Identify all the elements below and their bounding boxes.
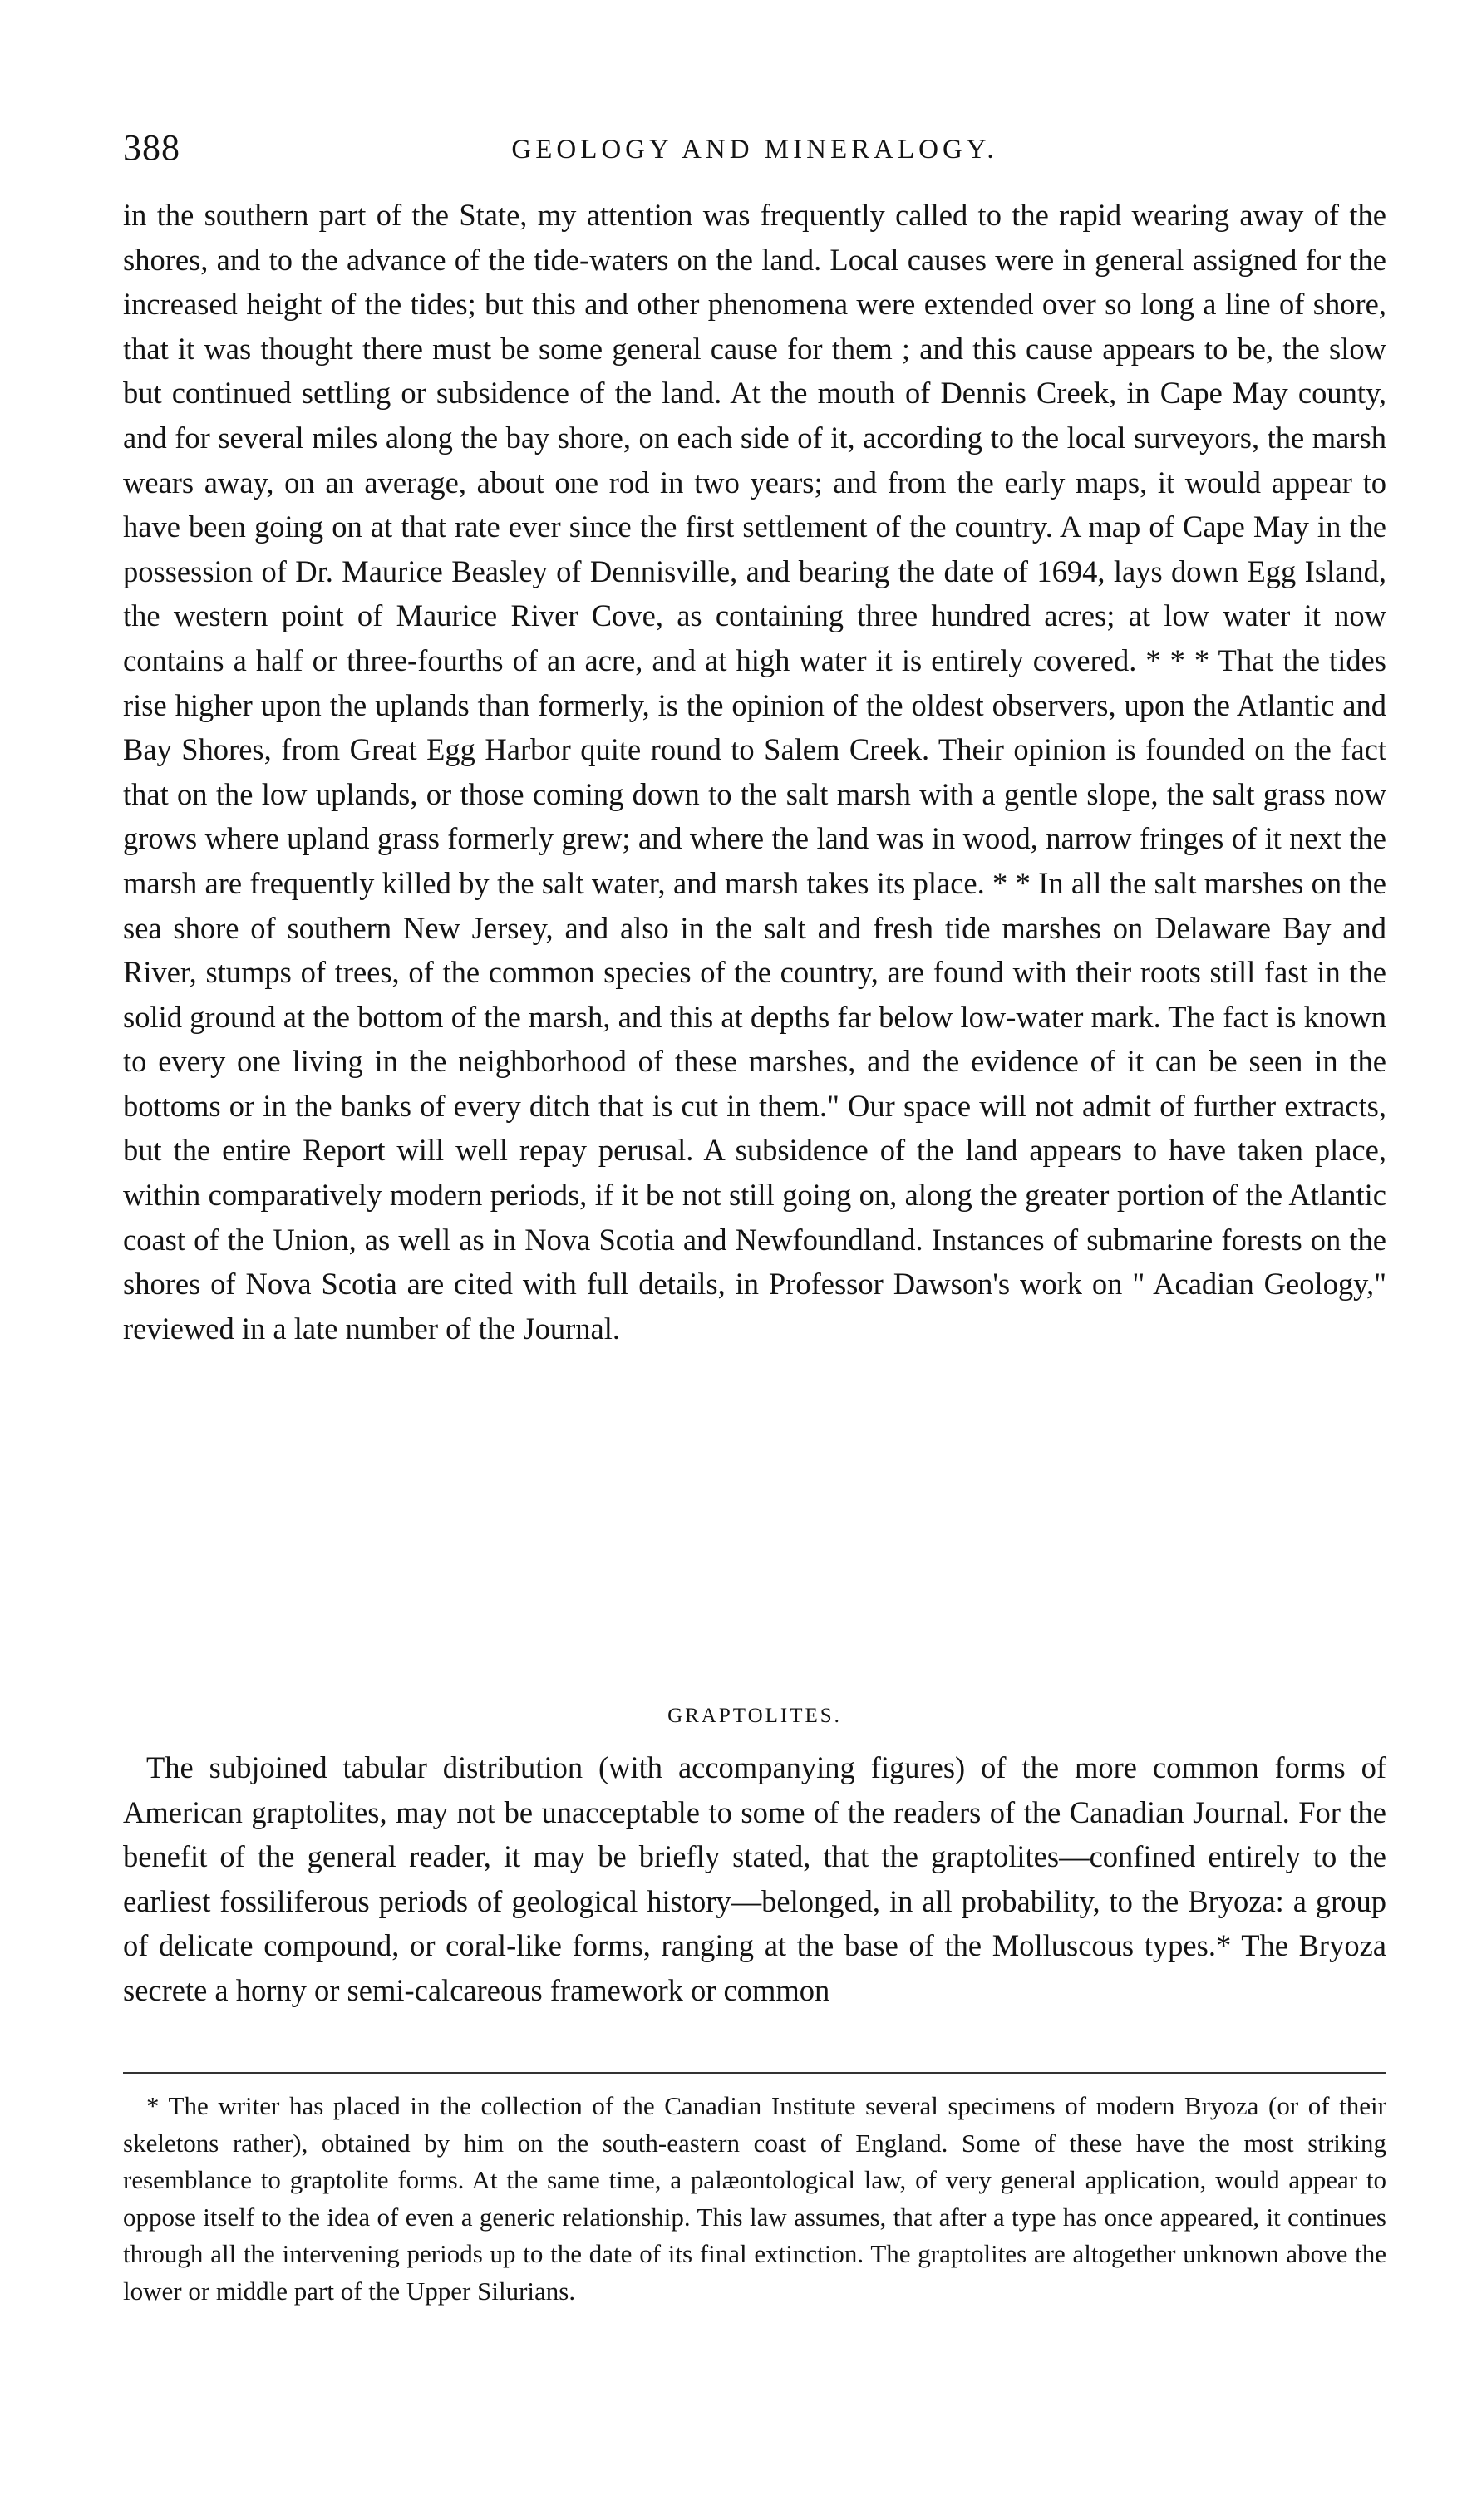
footnote-divider: [123, 2072, 1386, 2074]
section-paragraph: The subjoined tabular distribution (with accompanying figures) of the more common forms of American graptolites, may not be unacceptable to some of the readers of the Canadian Journal. For the benefit of the general reader, it may be briefly stated, that the graptolites—confined entirely to the earliest fossiliferous periods of geological history—belonged, in all probability, to the Bryoza: a group of delicate compound, or coral-like forms, ranging at the base of the Molluscous types.* The Bryoza secrete a horny or semi-calcareous framework or common: [123, 1750, 1386, 2007]
running-head: GEOLOGY AND MINERALOGY.: [511, 135, 998, 165]
body-paragraph: in the southern part of the State, my attention was frequently called to the rapid wearing away of the shores, and to the advance of the tide-waters on the land. Local causes were in general assigned for the increased height of the tides; but this and other phenomena were extended over so long a line of shore, that it was thought there must be some general cause for them ; and this cause appears to be, the slow but continued settling or subsidence of the land. At the mouth of Dennis Creek, in Cape May county, and for several miles along the bay shore, on each side of it, according to the local surveyors, the marsh wears away, on an average, about one rod in two years; and from the early maps, it would appear to have been going on at that rate ever since the first settlement of the country. A map of Cape May in the possession of Dr. Maurice Beasley of Dennisville, and bearing the date of 1694, lays down Egg Island, the western point of Maurice River Cove, as containing three hundred acres; at low water it now contains a half or three-fourths of an acre, and at high water it is entirely covered. * * * That the tides rise higher upon the uplands than formerly, is the opinion of the oldest observers, upon the Atlantic and Bay Shores, from Great Egg Harbor quite round to Salem Creek. Their opinion is founded on the fact that on the low uplands, or those coming down to the salt marsh with a gentle slope, the salt grass now grows where upland grass formerly grew; and where the land was in wood, narrow fringes of it next the marsh are frequently killed by the salt water, and marsh takes its place. * * In all the salt marshes on the sea shore of southern New Jersey, and also in the salt and fresh tide marshes on Delaware Bay and River, stumps of trees, of the common species of the country, are found with their roots still fast in the solid ground at the bottom of the marsh, and this at depths far below low-water mark. The fact is known to every one living in the neighborhood of these marshes, and the evidence of it can be seen in the bottoms or in the banks of every ditch that is cut in them." Our space will not admit of further extracts, but the entire Report will well repay perusal. A subsidence of the land appears to have taken place, within comparatively modern periods, if it be not still going on, along the greater portion of the Atlantic coast of the Union, as well as in Nova Scotia and Newfoundland. Instances of submarine forests on the shores of Nova Scotia are cited with full details, in Professor Dawson's work on " Acadian Geology," reviewed in a late number of the Journal.: [123, 198, 1386, 1346]
page-header: [123, 123, 1386, 173]
page-number: 388: [123, 127, 180, 168]
section-heading: GRAPTOLITES.: [667, 1705, 842, 1727]
footnote: * The writer has placed in the collection of the Canadian Institute several specimens of modern Bryoza (or of their skeletons rather), obtained by him on the south-eastern coast of England. Some of these have the most striking resemblance to graptolite forms. At the same time, a palæontological law, of very general application, would appear to oppose itself to the idea of even a generic relationship. This law assumes, that after a type has once appeared, it continues through all the intervening periods up to the date of its final extinction. The graptolites are altogether unknown above the lower or middle part of the Upper Silurians.: [123, 2091, 1386, 2306]
